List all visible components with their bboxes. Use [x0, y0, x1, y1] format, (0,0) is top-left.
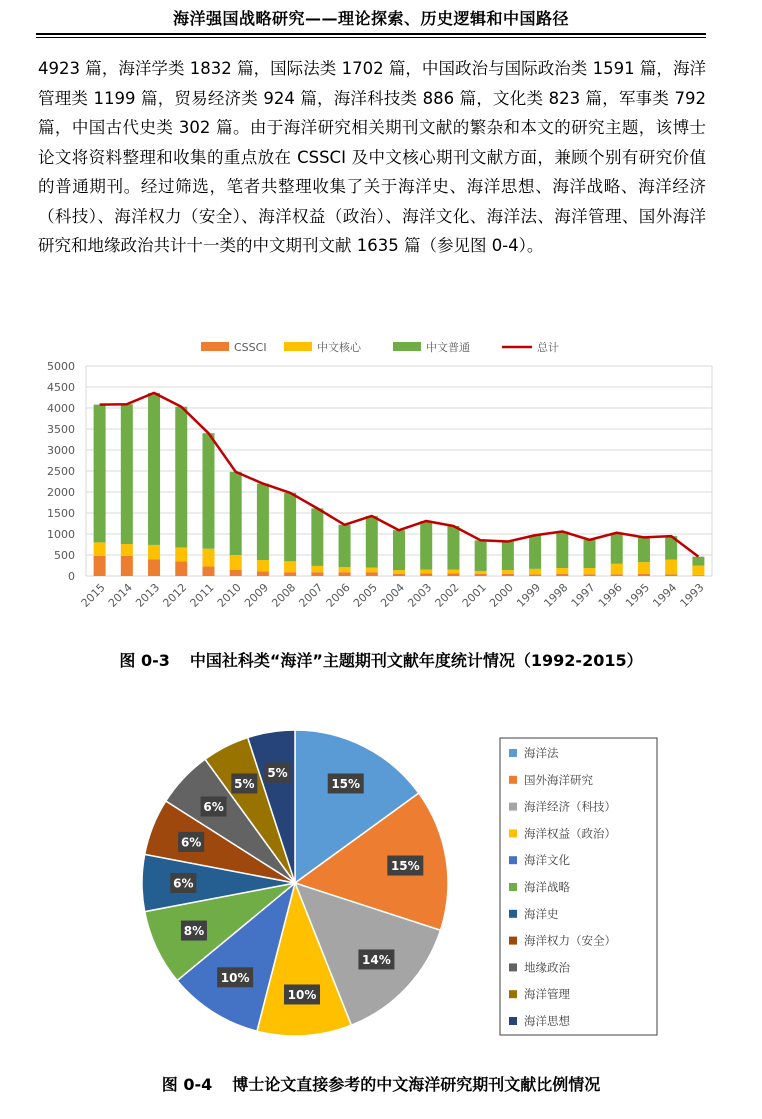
bar-segment-中文核心	[475, 571, 487, 574]
legend-swatch	[509, 910, 517, 918]
bar-segment-CSSCI	[420, 573, 432, 576]
bar-segment-中文核心	[148, 545, 160, 559]
bar-segment-中文普通	[420, 521, 432, 570]
bar-segment-中文普通	[121, 404, 133, 544]
figure-caption-0-3	[0, 648, 762, 671]
legend-label: 总计	[537, 341, 559, 354]
figure-title: 博士论文直接参考的中文海洋研究期刊文献比例情况	[232, 1075, 601, 1094]
bar-segment-中文核心	[529, 569, 541, 574]
bar-segment-中文核心	[393, 570, 405, 574]
bar-segment-CSSCI	[584, 574, 596, 576]
legend-label: 海洋战略	[524, 880, 570, 894]
bar-segment-CSSCI	[556, 574, 568, 576]
bar-segment-中文普通	[202, 433, 214, 549]
x-tick-label: 2012	[160, 580, 190, 610]
x-tick-label: 2010	[214, 580, 244, 610]
bar-segment-中文普通	[529, 535, 541, 569]
bar-segment-CSSCI	[692, 575, 704, 576]
journal-proportion-pie-chart	[130, 728, 670, 1048]
bar-segment-CSSCI	[447, 573, 459, 576]
bar-segment-中文核心	[94, 542, 106, 555]
legend-label: 中文核心	[317, 341, 361, 354]
bar-segment-CSSCI	[366, 572, 378, 576]
bar-segment-中文核心	[366, 568, 378, 573]
legend-swatch	[509, 963, 517, 971]
bar-segment-CSSCI	[311, 572, 323, 576]
legend-swatch	[509, 856, 517, 864]
legend-swatch	[509, 749, 517, 757]
bar-segment-CSSCI	[339, 572, 351, 576]
x-tick-label: 2014	[105, 580, 135, 610]
bar-segment-CSSCI	[94, 556, 106, 576]
bar-segment-CSSCI	[393, 574, 405, 576]
bar-segment-CSSCI	[148, 559, 160, 576]
header-rule	[36, 33, 706, 35]
x-tick-label: 2006	[323, 580, 353, 610]
x-tick-label: 2013	[133, 580, 163, 610]
bar-segment-中文普通	[175, 407, 187, 548]
bar-segment-中文核心	[638, 562, 650, 574]
legend-swatch	[509, 1017, 517, 1025]
x-tick-label: 1993	[677, 580, 707, 610]
bar-segment-中文普通	[311, 508, 323, 566]
data-label: 14%	[362, 952, 391, 967]
header-rule-thin	[36, 37, 706, 38]
x-tick-label: 2007	[296, 580, 326, 610]
legend-label: 地缘政治	[524, 960, 570, 975]
bar-segment-中文核心	[202, 549, 214, 567]
bar-segment-CSSCI	[502, 574, 514, 576]
bar-segment-中文普通	[502, 542, 514, 571]
legend-label: 海洋管理	[524, 987, 570, 1002]
bar-segment-中文核心	[420, 570, 432, 574]
bar-segment-中文核心	[121, 544, 133, 556]
y-tick-label: 3000	[47, 444, 75, 457]
bar-segment-中文核心	[611, 564, 623, 575]
y-tick-label: 1500	[47, 507, 75, 520]
figure-number: 图 0-3	[119, 651, 170, 670]
data-label: 5%	[234, 776, 255, 791]
bar-segment-CSSCI	[284, 572, 296, 576]
legend-swatch	[509, 990, 517, 998]
body-paragraph: 4923 篇，海洋学类 1832 篇，国际法类 1702 篇，中国政治与国际政治类 1591 篇，海洋管理类 1199 篇，贸易经济类 924 篇，海洋科技类 886 篇，文化类 823 篇，军事类 792 篇，中国古代史类 302 篇。由于海洋研究相关期刊文献的繁杂和本文的研究主题，该博士论文将资料整理和收集的重点放在 CSSCI 及中文核心期刊文献方面，兼顾个别有研究价值的普通期刊。经过筛选，笔者共整理收集了关于海洋史、海洋思想、海洋战略、海洋经济（科技）、海洋权力（安全）、海洋权益（政治）、海洋文化、海洋法、海洋管理、国外海洋研究和地缘政治共计十一类的中文期刊文献 1635 篇（参见图 0-4）。	[38, 59, 706, 255]
bar-segment-CSSCI	[121, 556, 133, 576]
legend-label: 海洋史	[524, 906, 559, 921]
bar-segment-CSSCI	[175, 561, 187, 576]
y-tick-label: 500	[54, 549, 75, 562]
legend-swatch	[509, 776, 517, 784]
data-label: 15%	[390, 859, 420, 874]
y-tick-label: 4000	[47, 402, 75, 415]
legend-label: 海洋文化	[524, 853, 570, 868]
data-label: 6%	[180, 835, 202, 850]
bar-segment-中文核心	[502, 570, 514, 574]
data-label: 8%	[183, 924, 205, 939]
legend-label: 中文普通	[426, 341, 470, 354]
bar-segment-中文核心	[556, 568, 568, 574]
data-label: 5%	[267, 766, 288, 781]
x-tick-label: 2005	[350, 580, 380, 610]
y-tick-label: 4500	[47, 381, 75, 394]
data-label: 10%	[287, 987, 317, 1002]
bar-segment-中文普通	[339, 525, 351, 567]
legend-label: CSSCI	[234, 341, 267, 354]
legend-label: 海洋法	[524, 746, 559, 760]
x-tick-label: 1999	[514, 580, 544, 610]
legend-swatch	[284, 342, 312, 351]
x-tick-label: 2003	[405, 580, 435, 610]
bar-segment-中文普通	[692, 557, 704, 566]
data-label: 6%	[203, 800, 224, 815]
figure-caption-0-4	[0, 1072, 762, 1095]
bar-segment-中文普通	[366, 516, 378, 568]
bar-segment-中文核心	[257, 560, 269, 571]
annual-stats-chart	[36, 328, 716, 628]
y-tick-label: 1000	[47, 528, 75, 541]
y-tick-label: 0	[68, 570, 75, 583]
bar-segment-中文普通	[230, 472, 242, 555]
legend-swatch	[201, 342, 229, 351]
x-tick-label: 2000	[486, 580, 516, 610]
legend-swatch	[509, 829, 517, 837]
y-tick-label: 2000	[47, 486, 75, 499]
x-tick-label: 2011	[187, 580, 217, 610]
legend-label: 海洋思想	[524, 1014, 570, 1028]
legend-swatch	[393, 342, 421, 351]
bar-segment-中文普通	[148, 393, 160, 545]
bar-segment-中文普通	[584, 540, 596, 568]
x-tick-label: 2015	[78, 580, 108, 610]
bar-segment-中文普通	[393, 530, 405, 570]
bar-segment-CSSCI	[611, 574, 623, 576]
bar-segment-中文核心	[311, 566, 323, 572]
x-tick-label: 2002	[432, 580, 462, 610]
bar-segment-中文核心	[692, 566, 704, 576]
bar-segment-中文普通	[94, 405, 106, 543]
bar-segment-CSSCI	[638, 574, 650, 576]
bar-segment-CSSCI	[665, 574, 677, 576]
legend-label: 海洋经济（科技）	[524, 799, 616, 814]
legend-swatch	[509, 937, 517, 945]
bar-segment-中文普通	[611, 533, 623, 564]
x-tick-label: 1996	[595, 580, 625, 610]
figure-title: 中国社科类“海洋”主题期刊文献年度统计情况（1992-2015）	[189, 651, 643, 670]
x-tick-label: 2001	[459, 580, 489, 610]
bar-segment-中文核心	[447, 570, 459, 574]
data-label: 10%	[220, 970, 250, 985]
bar-segment-CSSCI	[230, 570, 242, 576]
x-tick-label: 1998	[541, 580, 571, 610]
bar-segment-中文核心	[339, 567, 351, 572]
data-label: 15%	[331, 776, 361, 791]
legend-swatch	[509, 883, 517, 891]
data-label: 6%	[173, 876, 194, 891]
x-tick-label: 1995	[623, 580, 653, 610]
bar-segment-中文核心	[175, 547, 187, 561]
bar-segment-中文普通	[556, 531, 568, 568]
bar-segment-中文核心	[230, 555, 242, 570]
x-tick-label: 2009	[242, 580, 272, 610]
x-tick-label: 2008	[269, 580, 299, 610]
x-tick-label: 1994	[650, 580, 680, 610]
bar-segment-中文核心	[584, 568, 596, 574]
bar-segment-中文普通	[257, 484, 269, 560]
x-tick-label: 2004	[378, 580, 408, 610]
bar-segment-CSSCI	[475, 574, 487, 576]
bar-segment-CSSCI	[529, 574, 541, 576]
x-tick-label: 1997	[568, 580, 598, 610]
running-header: 海洋强国战略研究——理论探索、历史逻辑和中国路径	[172, 9, 569, 28]
legend-label: 海洋权力（安全）	[524, 933, 616, 948]
bar-segment-中文核心	[665, 560, 677, 575]
figure-number: 图 0-4	[161, 1075, 213, 1094]
legend-swatch	[509, 803, 517, 811]
bar-segment-中文普通	[447, 526, 459, 570]
legend-label: 国外海洋研究	[524, 772, 593, 787]
y-tick-label: 2500	[47, 465, 75, 478]
y-tick-label: 5000	[47, 360, 75, 373]
bar-segment-中文普通	[475, 540, 487, 571]
legend-label: 海洋权益（政治）	[524, 826, 616, 841]
y-tick-label: 3500	[47, 423, 75, 436]
bar-segment-中文核心	[284, 561, 296, 572]
bar-segment-中文普通	[638, 537, 650, 562]
bar-segment-CSSCI	[202, 566, 214, 576]
bar-segment-中文普通	[284, 493, 296, 561]
bar-segment-CSSCI	[257, 571, 269, 576]
